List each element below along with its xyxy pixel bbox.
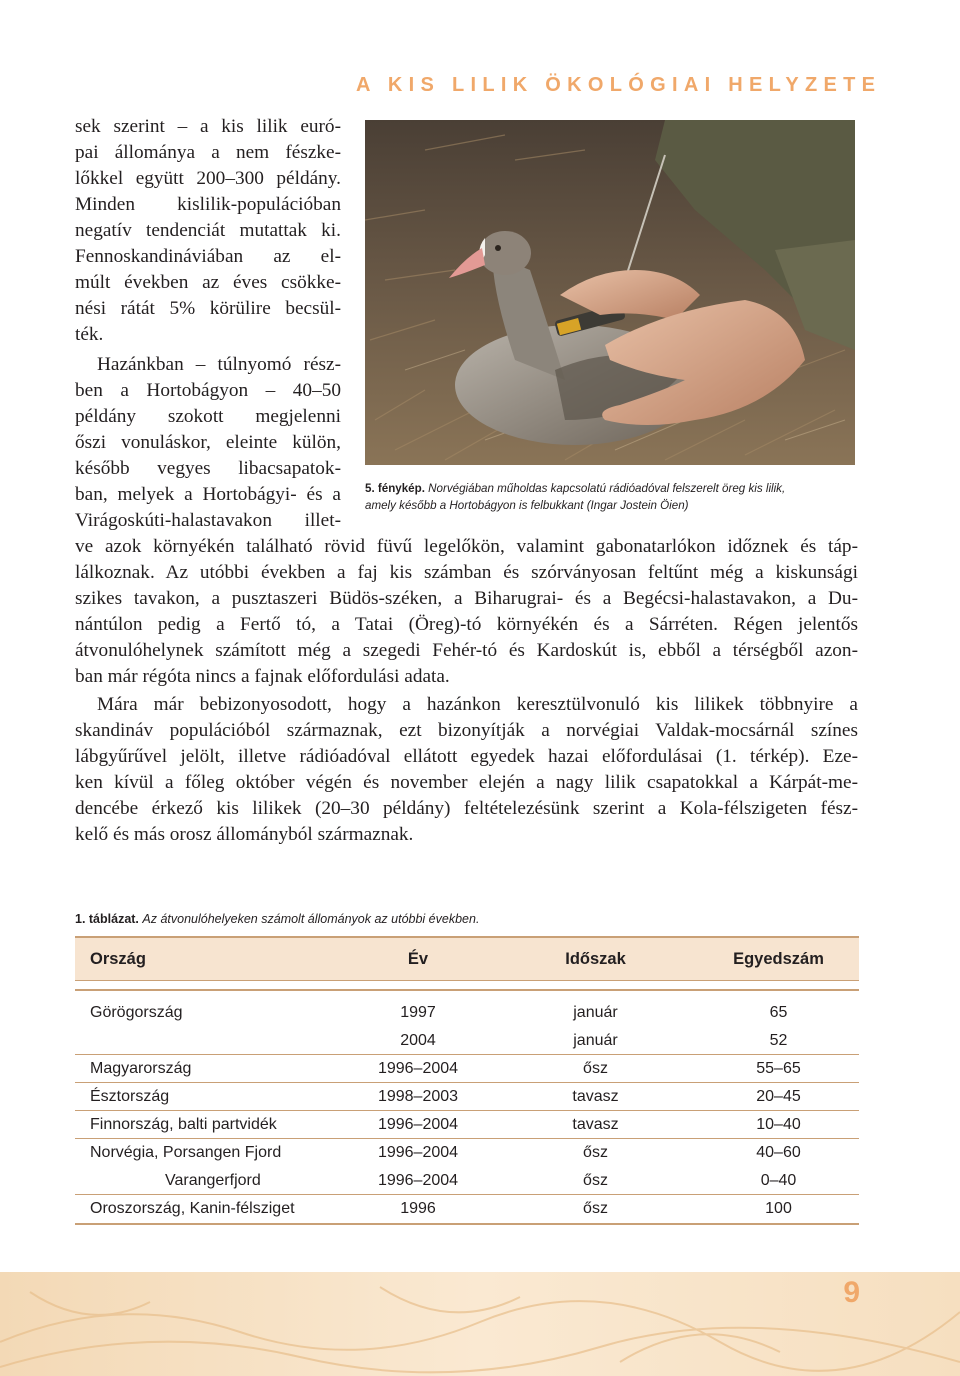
table-header-row <box>75 938 859 980</box>
table-row <box>75 1195 859 1223</box>
cell-country: Magyarország <box>90 1059 192 1077</box>
header-country: Ország <box>90 949 146 968</box>
body-line: példány szokott megjelenni <box>75 406 341 427</box>
header-period: Időszak <box>565 949 626 968</box>
page-number: 9 <box>843 1276 860 1309</box>
cell-year: 1997 <box>400 1004 436 1021</box>
body-line: szikes tavakon, a pusztaszeri Büdös-széken, a Biharugrai- és a Begécsi-halastavakon, a Du- <box>75 588 858 609</box>
cell-country: Oroszország, Kanin-félsziget <box>90 1200 295 1217</box>
cell-period: ősz <box>583 1059 608 1077</box>
body-line: dencébe érkező kis lilikek (20–30 példány) feltételezésünk szerint a Kola-félszigeten fész- <box>75 798 858 819</box>
body-line: Virágoskúti-halastavakon illet- <box>75 510 341 531</box>
header-count: Egyedszám <box>733 949 824 968</box>
cell-count: 65 <box>769 1004 788 1021</box>
body-line: Fennoskandináviában az el- <box>75 246 341 267</box>
table-row <box>75 1139 859 1167</box>
body-line: később vegyes libacsapatok- <box>75 458 341 479</box>
table-row <box>75 1055 859 1083</box>
body-line: lábgyűrűvel jelölt, illetve rádióadóval ellátott egyedek hazai előfordulásai (1. térkép). Eze- <box>75 746 858 767</box>
body-line: nési rátát 5% körülire becsül- <box>75 298 341 319</box>
table-row <box>75 999 859 1027</box>
table-row <box>75 1027 859 1055</box>
cell-count: 52 <box>769 1031 788 1049</box>
caption-text-2: amely később a Hortobágyon is felbukkant (Ingar Jostein Öien) <box>365 499 689 512</box>
footer-decoration <box>0 1272 960 1376</box>
goose-photo <box>365 120 855 465</box>
cell-count: 40–60 <box>756 1144 801 1161</box>
cell-count: 10–40 <box>756 1115 801 1133</box>
cell-count: 55–65 <box>756 1059 801 1077</box>
table-row <box>75 1167 859 1195</box>
body-line: ken kívül a főleg október végén és november elején a nagy lilik csapatokkal a Kárpát-me- <box>75 772 858 793</box>
cell-year: 1996 <box>400 1200 436 1217</box>
cell-country: Görögország <box>90 1004 183 1021</box>
body-line: lálkoznak. Az utóbbi években a faj kis számban és szórványosan feltűnt még a kiskunsági <box>75 562 858 583</box>
cell-count: 0–40 <box>760 1171 797 1189</box>
body-line: nántúlon pedig a Fertő tó, a Tatai (Öreg)-tó környékén és a Sárréten. Régen jelentős <box>75 614 858 635</box>
cell-period: január <box>573 1031 618 1049</box>
cell-count: 20–45 <box>756 1087 801 1105</box>
cell-year: 1996–2004 <box>377 1144 459 1161</box>
body-line: múlt években az éves csökke- <box>75 272 341 293</box>
cell-year: 1996–2004 <box>377 1059 459 1077</box>
cell-country: Norvégia, Porsangen Fjord <box>90 1144 282 1161</box>
body-line: Mára már bebizonyosodott, hogy a hazánkon keresztülvonuló kis lilikek többnyire a <box>97 694 858 715</box>
body-line: átvonulóhelynek számított még a szegedi Fehér-tó és Kardoskút is, ebből a térségből azon- <box>75 640 858 661</box>
cell-period: tavasz <box>572 1087 619 1105</box>
cell-country: Finnország, balti partvidék <box>90 1115 277 1133</box>
header-year: Év <box>407 949 429 968</box>
body-line: ben a Hortobágyon – 40–50 <box>75 380 341 401</box>
table-caption <box>75 912 479 926</box>
cell-year: 2004 <box>400 1031 436 1049</box>
body-line: lőkkel együtt 200–300 példány. <box>75 168 341 189</box>
cell-period: ősz <box>583 1171 608 1189</box>
body-line: skandináv populációból származnak, ezt bizonyítják a norvégiai Valdak-mocsárnál színes <box>75 720 858 741</box>
cell-year: 1996–2004 <box>377 1171 459 1189</box>
cell-country: Varangerfjord <box>165 1171 261 1189</box>
table-caption-text: Az átvonulóhelyeken számolt állományok az utóbbi években. <box>142 912 480 926</box>
body-line: ban, melyek a Hortobágyi- és a <box>75 484 341 505</box>
body-line: ve azok környékén található rövid füvű legelőkön, valamint gabonatarlókon időznek és táp- <box>75 536 858 557</box>
cell-country: Észtország <box>90 1087 170 1105</box>
cell-period: ősz <box>583 1144 608 1161</box>
cell-period: ősz <box>583 1200 608 1217</box>
population-table <box>75 936 859 1225</box>
running-header: A KIS LILIK ÖKOLÓGIAI HELYZETE <box>356 74 882 96</box>
cell-period: január <box>573 1004 618 1021</box>
body-line: Minden kislilik-populációban <box>75 194 341 215</box>
body-line: ték. <box>75 324 104 345</box>
body-line: ban már régóta nincs a fajnak előfordulási adata. <box>75 666 450 687</box>
caption-text: Norvégiában műholdas kapcsolatú rádióadóval felszerelt öreg kis lilik, <box>428 482 786 495</box>
cell-year: 1998–2003 <box>377 1087 459 1105</box>
body-line: sek szerint – a kis lilik euró- <box>75 116 341 137</box>
body-line: Hazánkban – túlnyomó rész- <box>97 354 341 375</box>
body-line: őszi vonuláskor, eleinte külön, <box>75 432 341 453</box>
body-line: pai állománya a nem fészke- <box>75 142 341 163</box>
cell-count: 100 <box>765 1200 792 1217</box>
body-line: negatív tendenciát mutattak ki. <box>75 220 341 241</box>
photo-caption <box>365 480 855 514</box>
cell-period: tavasz <box>572 1115 619 1133</box>
table-caption-label: 1. táblázat. <box>75 912 139 926</box>
caption-label: 5. fénykép. <box>365 482 425 495</box>
table-row <box>75 1083 859 1111</box>
body-line: kelő és más orosz állományból származnak. <box>75 824 414 845</box>
cell-year: 1996–2004 <box>377 1115 459 1133</box>
table-row <box>75 1111 859 1139</box>
